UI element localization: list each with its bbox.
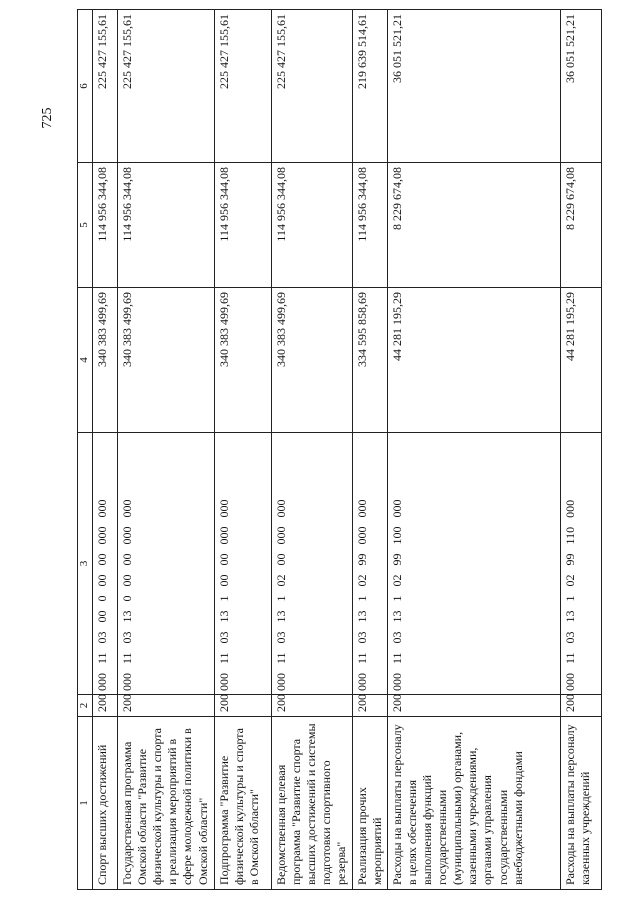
row-col4: 44 281 195,29 [387,288,560,433]
code-part: 000 [274,526,288,545]
row-name: Ведомственная целевая программа "Развитие спорта высших достижений и системы подготовки спортивного резерва" [272,717,353,890]
row-col4: 340 383 499,69 [215,288,272,433]
row-col4: 334 595 858,69 [352,288,387,433]
code-part: 11 [120,652,134,664]
code-part: 000 [120,499,134,518]
code-part: 000 [389,673,404,691]
row-code [352,433,387,695]
row-code [272,433,353,695]
code-part: 0 [120,595,134,602]
row-col6: 36 051 521,21 [560,10,601,163]
row-col6: 219 639 514,61 [352,10,387,163]
header-col-4: 4 [78,288,93,433]
code-part: 03 [95,631,109,644]
page-number: 725 [40,107,55,129]
code-part: 99 [389,553,404,566]
header-col-5: 5 [78,163,93,288]
code-part: 1 [389,595,404,602]
code-part: 11 [562,652,577,664]
code-part: 00 [120,574,134,587]
header-col-6: 6 [78,10,93,163]
code-part: 1 [217,595,231,602]
code-part: 000 [274,673,288,691]
code-part: 000 [354,499,369,518]
row-gr: 200 [215,695,272,717]
table-row [93,10,118,890]
row-col4: 44 281 195,29 [560,288,601,433]
code-part: 03 [217,631,231,644]
code-part: 03 [120,631,134,644]
row-col6: 36 051 521,21 [387,10,560,163]
code-part: 00 [120,553,134,566]
row-gr: 200 [387,695,560,717]
header-col-3: 3 [78,433,93,695]
code-part: 13 [120,610,134,623]
row-col5: 114 956 344,08 [215,163,272,288]
budget-table-rotated [77,10,597,890]
row-col5: 114 956 344,08 [352,163,387,288]
code-part: 000 [95,499,109,518]
row-gr: 200 [352,695,387,717]
code-part: 13 [274,610,288,623]
code-part: 1 [274,595,288,602]
table-row [560,10,601,890]
code-part: 03 [354,631,369,644]
code-part: 00 [95,610,109,623]
code-part: 11 [217,652,231,664]
code-part: 11 [95,652,109,664]
code-part: 000 [120,526,134,545]
header-row [78,10,93,890]
row-col5: 114 956 344,08 [272,163,353,288]
header-col-2: 2 [78,695,93,717]
table-row [272,10,353,890]
row-code [215,433,272,695]
code-part: 000 [354,526,369,545]
code-part: 000 [217,526,231,545]
table-row [387,10,560,890]
code-part: 11 [389,652,404,664]
code-part: 11 [274,652,288,664]
code-part: 110 [562,526,577,545]
code-part: 000 [354,673,369,691]
row-col5: 8 229 674,08 [560,163,601,288]
code-part: 99 [562,553,577,566]
row-name: Реализация прочих мероприятий [352,717,387,890]
code-part: 00 [95,553,109,566]
row-code [93,433,118,695]
code-part: 000 [95,673,109,691]
code-part: 11 [354,652,369,664]
code-part: 000 [274,499,288,518]
row-gr: 200 [118,695,215,717]
row-code [118,433,215,695]
code-part: 1 [354,595,369,602]
table-row [118,10,215,890]
row-code [560,433,601,695]
code-part: 000 [562,499,577,518]
row-name: Государственная программа Омской области "Развитие физической культуры и спорта и реализация мероприятий в сфере молодежной политики в Омской области" [118,717,215,890]
code-part: 02 [562,574,577,587]
code-part: 13 [217,610,231,623]
code-part: 02 [274,574,288,587]
header-col-1: 1 [78,717,93,890]
table-row [352,10,387,890]
code-part: 13 [354,610,369,623]
row-col4: 340 383 499,69 [272,288,353,433]
row-name: Подпрограмма "Развитие физической культуры и спорта в Омской области" [215,717,272,890]
code-part: 000 [562,673,577,691]
row-name: Расходы на выплаты персоналу в целях обеспечения выполнения функций государственными (муниципальными) органами, казенными учреждениями, органами управления государственными внебюджетными фондами [387,717,560,890]
row-col6: 225 427 155,61 [93,10,118,163]
row-col4: 340 383 499,69 [118,288,215,433]
code-part: 02 [389,574,404,587]
code-part: 100 [389,526,404,545]
code-part: 00 [274,553,288,566]
row-col5: 114 956 344,08 [93,163,118,288]
row-code [387,433,560,695]
row-gr: 200 [560,695,601,717]
code-part: 03 [562,631,577,644]
code-part: 02 [354,574,369,587]
code-part: 0 [95,595,109,602]
row-col6: 225 427 155,61 [215,10,272,163]
code-part: 03 [389,631,404,644]
code-part: 00 [217,553,231,566]
code-part: 000 [217,499,231,518]
code-part: 1 [562,595,577,602]
code-part: 13 [562,610,577,623]
code-part: 000 [389,499,404,518]
row-col6: 225 427 155,61 [272,10,353,163]
row-name: Спорт высших достижений [93,717,118,890]
code-part: 000 [95,526,109,545]
budget-table [77,9,602,890]
code-part: 03 [274,631,288,644]
row-col6: 225 427 155,61 [118,10,215,163]
code-part: 00 [217,574,231,587]
row-col5: 8 229 674,08 [387,163,560,288]
table-row [215,10,272,890]
row-gr: 200 [272,695,353,717]
row-gr: 200 [93,695,118,717]
row-col4: 340 383 499,69 [93,288,118,433]
code-part: 000 [217,673,231,691]
code-part: 13 [389,610,404,623]
code-part: 99 [354,553,369,566]
row-col5: 114 956 344,08 [118,163,215,288]
code-part: 000 [120,673,134,691]
code-part: 00 [95,574,109,587]
row-name: Расходы на выплаты персоналу казенных учреждений [560,717,601,890]
